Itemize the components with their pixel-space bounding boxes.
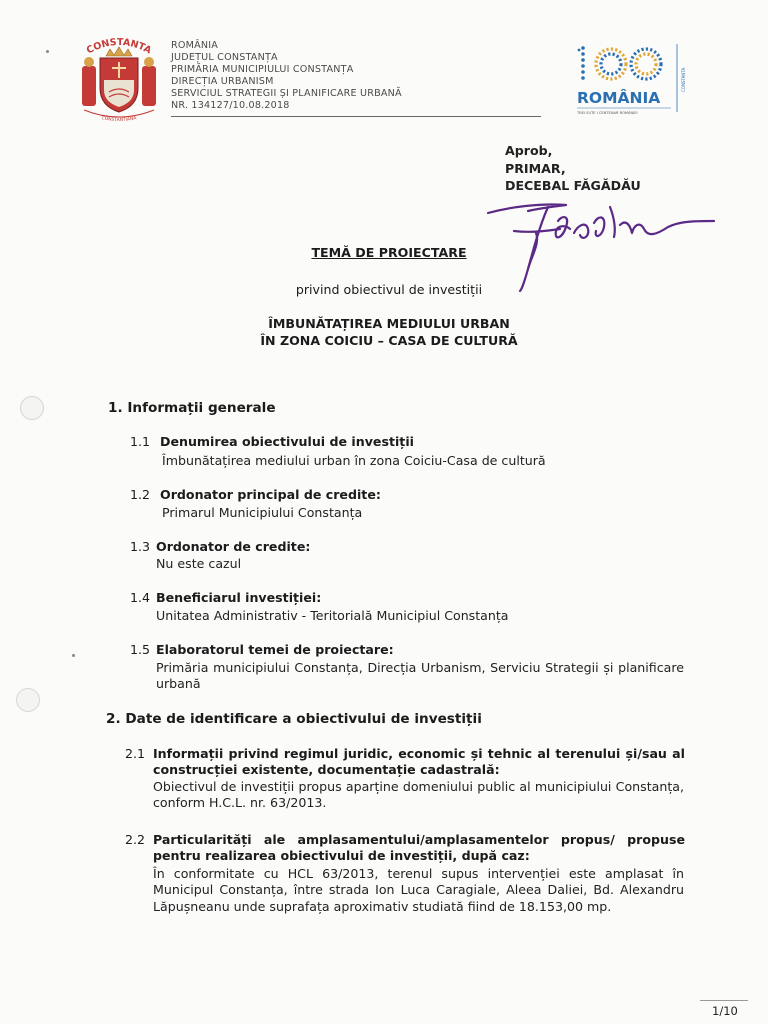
section-title: Informații generale xyxy=(127,400,276,416)
constanta-coat-of-arms-logo xyxy=(76,36,162,122)
punch-hole-bottom xyxy=(16,688,40,712)
logo-bottom-text: CONSTANTIANA xyxy=(100,116,138,122)
subsection-number: 1.2 xyxy=(130,487,151,502)
subsection-text: Unitatea Administrativ - Teritorială Municipiul Constanța xyxy=(156,608,509,623)
centenary-tagline: TREI SUTE I CENTENAR ROMÂNIEI xyxy=(577,111,638,115)
institution-header xyxy=(171,40,402,113)
subsection-title: Denumirea obiectivului de investiții xyxy=(160,434,414,449)
header-divider xyxy=(171,116,541,117)
objective-title-line: ÎN ZONA COICIU – CASA DE CULTURĂ xyxy=(260,333,518,348)
document-subtitle: privind obiectivul de investiții xyxy=(295,282,483,297)
section-number: 1. xyxy=(108,400,123,416)
page-number: 1/10 xyxy=(712,1004,738,1018)
page-number-divider xyxy=(700,1000,748,1001)
objective-title-line: ÎMBUNĂTAȚIREA MEDIULUI URBAN xyxy=(268,316,510,331)
subsection-text: Îmbunătațirea mediului urban în zona Coiciu-Casa de cultură xyxy=(162,453,546,468)
header-line-country: ROMÂNIA xyxy=(171,40,219,51)
subsection-number: 1.5 xyxy=(130,642,151,657)
subsection-title: Beneficiarul investiției: xyxy=(156,590,322,605)
subsection-heading xyxy=(130,539,310,555)
subsection-text: În conformitate cu HCL 63/2013, terenul supus intervenției este amplasat în Municipul Constanța, între strada Ion Luca Caragiale, Aleea Daliei, Bd. Alexandru Lăpușneanu unde suprafața aproximativ studiată fiind de 18.153,00 mp. xyxy=(153,866,684,914)
subsection-title: Ordonator de credite: xyxy=(156,539,311,554)
approval-line: Aprob, xyxy=(505,143,553,158)
header-line-city-hall: PRIMĂRIA MUNICIPIULUI CONSTANȚA xyxy=(171,64,354,76)
scan-speck xyxy=(46,50,49,53)
subsection-heading xyxy=(130,642,394,658)
subsection-heading xyxy=(130,434,414,450)
header-line-county: JUDEȚUL CONSTANȚA xyxy=(171,52,278,64)
subsection-heading xyxy=(130,590,321,606)
subsection-title: Ordonator principal de credite: xyxy=(160,487,381,502)
centenary-side-text: CONSTANTA xyxy=(681,67,686,92)
objective-title xyxy=(0,315,768,349)
subsection-number: 2.2 xyxy=(125,832,146,847)
centenary-country-text: ROMÂNIA xyxy=(577,89,661,107)
approval-title: PRIMAR, xyxy=(505,160,566,176)
scan-speck xyxy=(72,654,75,657)
section-number: 2. xyxy=(106,711,121,727)
subsection-heading xyxy=(130,487,381,503)
subsection-heading xyxy=(125,832,685,864)
romania-centenary-logo xyxy=(573,40,693,120)
header-line-registration-number: NR. 134127/10.08.2018 xyxy=(171,100,290,112)
subsection-number: 2.1 xyxy=(125,746,146,761)
subsection-title: Particularități ale amplasamentului/amplasamentelor propus/ propuse pentru realizarea obiectivului de investiții, după caz: xyxy=(153,832,685,863)
punch-hole-top xyxy=(20,396,44,420)
section-heading xyxy=(108,400,276,416)
subsection-text: Primarul Municipiului Constanța xyxy=(162,505,363,520)
subsection-title: Informații privind regimul juridic, economic și tehnic al terenului și/sau al construcției existente, documentație cadastrală: xyxy=(153,746,685,777)
approval-name: DECEBAL FĂGĂDĂU xyxy=(505,178,641,193)
logo-top-text: CONSTANTA xyxy=(84,36,154,57)
subsection-number: 1.1 xyxy=(130,434,151,449)
subsection-text: Obiectivul de investiții propus aparține domeniului public al municipiului Constanța, conform H.C.L. nr. 63/2013. xyxy=(153,779,684,811)
section-title: Date de identificare a obiectivului de investiții xyxy=(125,711,482,727)
subsection-title: Elaboratorul temei de proiectare: xyxy=(156,642,394,657)
header-line-directorate: DIRECȚIA URBANISM xyxy=(171,76,274,88)
subsection-text: Primăria municipiului Constanța, Direcția Urbanism, Serviciu Strategii și planificare urbană xyxy=(156,660,684,692)
subsection-heading xyxy=(125,746,685,778)
document-title: TEMĂ DE PROIECTARE xyxy=(311,245,467,260)
subsection-number: 1.4 xyxy=(130,590,151,605)
header-line-service: SERVICIUL STRATEGII ȘI PLANIFICARE URBANĂ xyxy=(171,88,402,100)
subsection-number: 1.3 xyxy=(130,539,151,554)
subsection-text: Nu este cazul xyxy=(156,556,242,571)
section-heading xyxy=(106,711,482,727)
